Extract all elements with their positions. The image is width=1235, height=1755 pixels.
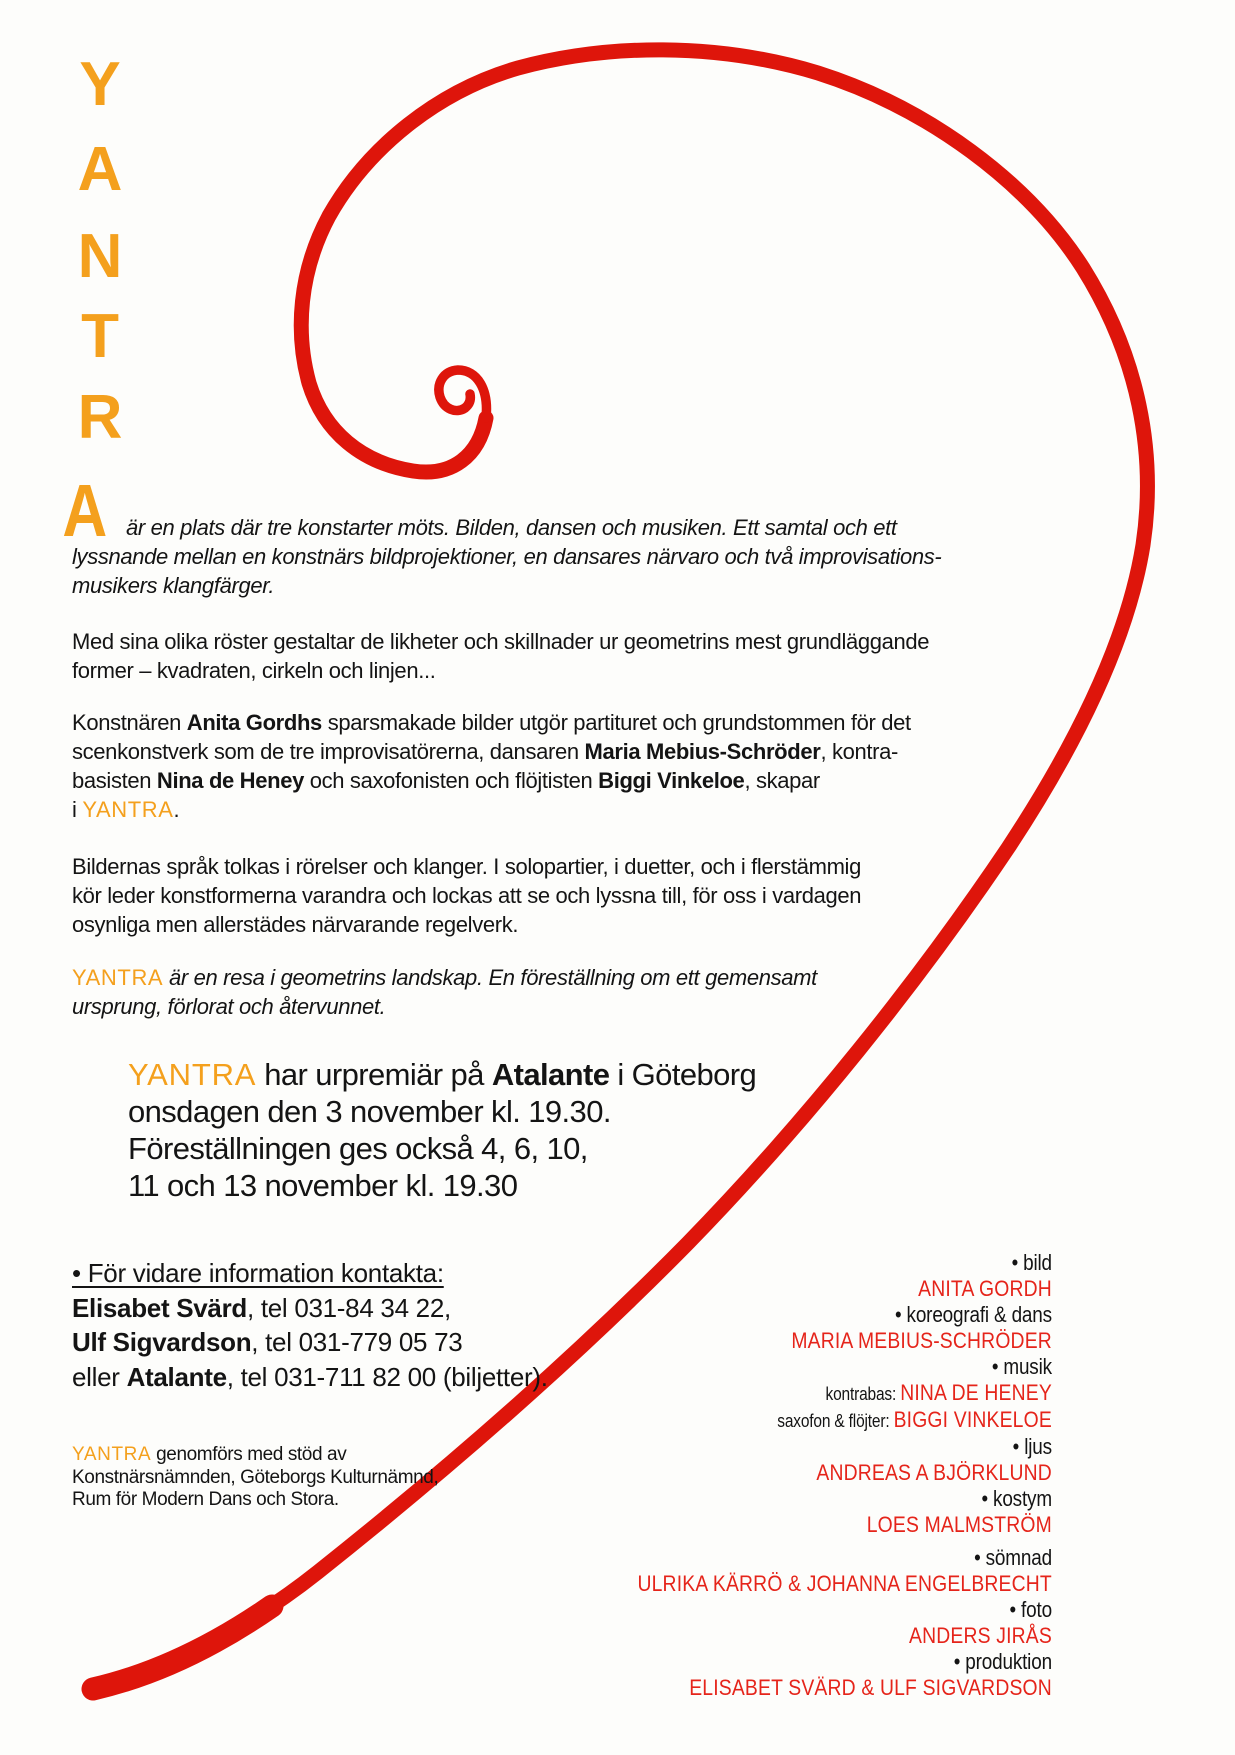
funding-line: Konstnärsnämnden, Göteborgs Kulturnämnd, <box>72 1466 439 1488</box>
credit-person: ANDERS JIRÅS <box>909 1623 1052 1648</box>
credit-role: • produktion <box>953 1649 1052 1674</box>
instrument-prefix: kontrabas: <box>825 1384 901 1404</box>
credit-person: saxofon & flöjter: BIGGI VINKELOE <box>777 1407 1052 1432</box>
credit-role: • bild <box>1011 1250 1052 1275</box>
intro-line-2: lyssnande mellan en konstnärs bildprojektioner, en dansares närvaro och två improvisations- <box>72 544 942 569</box>
intro-line-1: är en plats där tre konstarter möts. Bilden, dansen och musiken. Ett samtal och ett <box>126 515 897 540</box>
journey-paragraph <box>72 963 1002 1021</box>
images-language-paragraph <box>72 852 1002 939</box>
text-line: basisten Nina de Heney och saxofonisten och flöjtisten Biggi Vinkeloe, skapar <box>72 768 820 793</box>
contact-person: Elisabet Svärd <box>72 1292 247 1323</box>
credit-role: • ljus <box>1012 1434 1052 1459</box>
credit-person: LOES MALMSTRÖM <box>866 1512 1052 1537</box>
geometry-paragraph <box>72 627 1002 685</box>
text-line: YANTRA är en resa i geometrins landskap. En föreställning om ett gemensamt <box>72 965 817 990</box>
vertical-letter-n: N <box>77 222 123 291</box>
vertical-letter-y: Y <box>79 50 121 119</box>
text-line: kör leder konstformerna varandra och lockas att se och lyssna till, för oss i vardagen <box>72 883 862 908</box>
artists-paragraph <box>72 708 1002 824</box>
text-line <box>72 571 1002 600</box>
credit-person: kontrabas: NINA DE HENEY <box>825 1380 1052 1405</box>
artist-name: Anita Gordhs <box>186 710 322 735</box>
vertical-letter-r: R <box>77 383 123 452</box>
text-line: osynliga men allerstädes närvarande regelverk. <box>72 912 519 937</box>
credit-person: ANDREAS A BJÖRKLUND <box>816 1460 1052 1485</box>
text-line: former – kvadraten, cirkeln och linjen... <box>72 658 436 683</box>
intro-paragraph <box>72 513 1002 600</box>
contact-line: Elisabet Svärd, tel 031-84 34 22, <box>72 1292 451 1323</box>
credit-role: • sömnad <box>974 1545 1052 1570</box>
instrument-prefix: saxofon & flöjter: <box>777 1411 894 1431</box>
funding-note <box>72 1444 438 1512</box>
credit-person: ULRIKA KÄRRÖ & JOHANNA ENGELBRECHT <box>637 1571 1052 1596</box>
premiere-line-4: 11 och 13 november kl. 19.30 <box>128 1168 518 1203</box>
text-line: Med sina olika röster gestaltar de likheter och skillnader ur geometrins mest grundläggande <box>72 629 930 654</box>
premiere-announcement <box>128 1056 756 1204</box>
credits-column <box>638 1250 1052 1701</box>
venue-name: Atalante <box>491 1057 610 1092</box>
premiere-line-3: Föreställningen ges också 4, 6, 10, <box>128 1131 588 1166</box>
text-line: Konstnären Anita Gordhs sparsmakade bilder utgör partituret och grundstommen för det <box>72 710 911 735</box>
contact-heading: • För vidare information kontakta: <box>72 1258 444 1288</box>
credit-person: ANITA GORDH <box>918 1276 1052 1301</box>
credit-person: MARIA MEBIUS-SCHRÖDER <box>791 1328 1052 1353</box>
vertical-letter-a: A <box>77 135 123 204</box>
credit-person: ELISABET SVÄRD & ULF SIGVARDSON <box>689 1675 1052 1700</box>
text-line <box>72 542 1002 571</box>
spiral-inner-curl <box>439 370 487 418</box>
text-line: ursprung, förlorat och återvunnet. <box>72 994 386 1019</box>
artist-name: Biggi Vinkeloe <box>598 768 745 793</box>
contact-block <box>72 1256 548 1394</box>
vertical-letter-a-large: A <box>62 469 108 552</box>
vertical-letter-t: T <box>81 302 119 371</box>
funding-line: Rum för Modern Dans och Stora. <box>72 1489 339 1510</box>
artist-name: Nina de Heney <box>156 768 304 793</box>
yantra-wordmark: YANTRA <box>82 797 174 822</box>
text-line <box>72 513 1002 542</box>
credit-role: • foto <box>1009 1597 1052 1622</box>
credit-role: • koreografi & dans <box>895 1302 1052 1327</box>
venue-name: Atalante <box>126 1361 227 1392</box>
artist-name: Maria Mebius-Schröder <box>584 739 821 764</box>
contact-line: eller Atalante, tel 031-711 82 00 (biljetter). <box>72 1361 548 1392</box>
intro-line-3: musikers klangfärger. <box>72 573 275 598</box>
text-line: Bildernas språk tolkas i rörelser och klanger. I solopartier, i duetter, och i flerstämmig <box>72 854 861 879</box>
spiral-thick-end <box>93 1606 272 1689</box>
yantra-wordmark: YANTRA <box>72 965 164 990</box>
text-line: i YANTRA. <box>72 797 180 822</box>
contact-line: Ulf Sigvardson, tel 031-779 05 73 <box>72 1327 463 1357</box>
premiere-line-1: YANTRA har urpremiär på Atalante i Göteborg <box>128 1057 757 1092</box>
yantra-wordmark: YANTRA <box>72 1444 152 1465</box>
yantra-wordmark: YANTRA <box>128 1057 257 1092</box>
premiere-line-2: onsdagen den 3 november kl. 19.30. <box>128 1094 611 1129</box>
text-line: scenkonstverk som de tre improvisatörerna, dansaren Maria Mebius-Schröder, kontra- <box>72 739 898 764</box>
credit-role: • musik <box>991 1354 1052 1379</box>
contact-person: Ulf Sigvardson <box>72 1327 252 1357</box>
funding-line: YANTRA genomförs med stöd av <box>72 1444 347 1465</box>
credit-role: • kostym <box>981 1486 1052 1511</box>
